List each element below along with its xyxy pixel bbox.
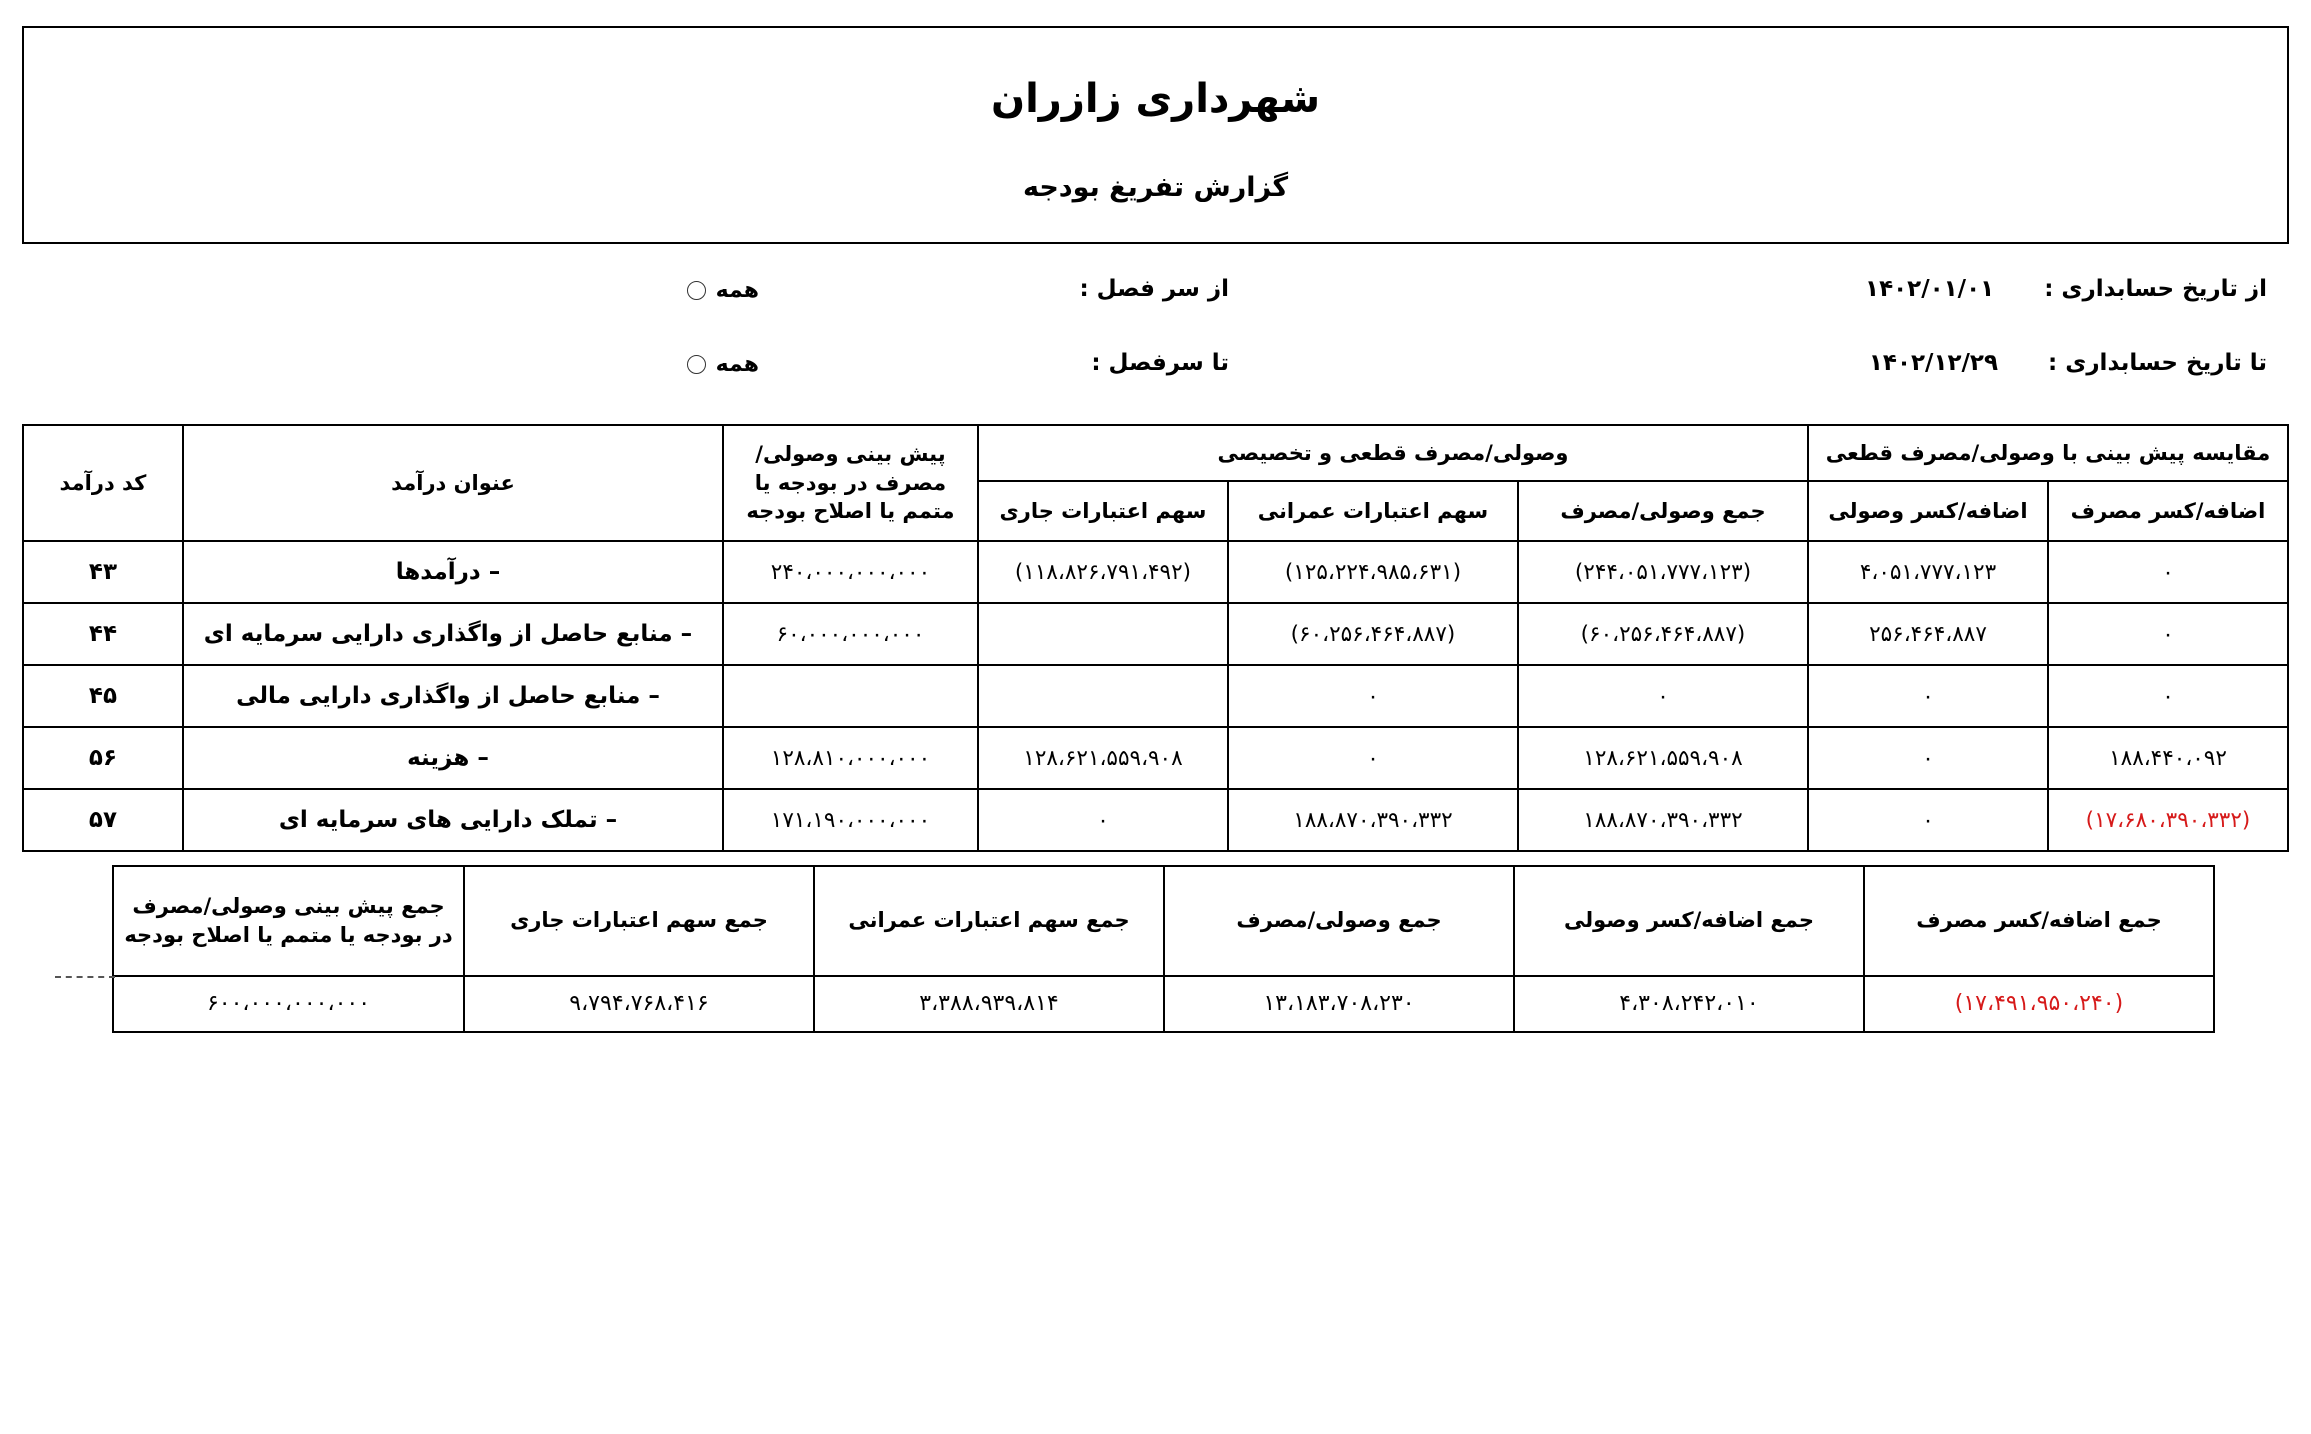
table-row bbox=[23, 603, 2288, 665]
table-row bbox=[23, 727, 2288, 789]
summary-cell-total-extra-collect: ۴،۳۰۸،۲۴۲،۰۱۰ bbox=[1514, 976, 1864, 1032]
group-header-compare: مقایسه پیش بینی با وصولی/مصرف قطعی bbox=[1808, 425, 2288, 481]
summary-cell-total-capital-share: ۳،۳۸۸،۹۳۹،۸۱۴ bbox=[814, 976, 1164, 1032]
to-chapter-row bbox=[1091, 350, 1229, 376]
cell-extra-collect: ۲۵۶،۴۶۴،۸۸۷ bbox=[1808, 603, 2048, 665]
group-header-actual: وصولی/مصرف قطعی و تخصیصی bbox=[978, 425, 1808, 481]
cell-income-code: ۴۳ bbox=[23, 541, 183, 603]
to-accounting-date-value: ۱۴۰۲/۱۲/۲۹ bbox=[1868, 350, 1998, 376]
cell-extra-consume: (۱۷،۶۸۰،۳۹۰،۳۳۲) bbox=[2048, 789, 2288, 851]
from-accounting-date-value: ۱۴۰۲/۰۱/۰۱ bbox=[1865, 276, 1995, 302]
to-accounting-date-label: تا تاریخ حسابداری : bbox=[2048, 350, 2267, 376]
table-group-header-row bbox=[23, 425, 2288, 481]
page-break-dash bbox=[55, 976, 115, 978]
cell-income-title: – هزینه bbox=[183, 727, 723, 789]
filters-area bbox=[22, 268, 2289, 388]
cell-capital-share: (۱۲۵،۲۲۴،۹۸۵،۶۳۱) bbox=[1228, 541, 1518, 603]
cell-income-code: ۵۷ bbox=[23, 789, 183, 851]
from-chapter-radio-label: همه bbox=[715, 278, 759, 303]
cell-forecast bbox=[723, 665, 978, 727]
column-header-extra-consume: اضافه/کسر مصرف bbox=[2048, 481, 2288, 541]
cell-extra-consume: ۰ bbox=[2048, 665, 2288, 727]
summary-cell-total-extra-consume: (۱۷،۴۹۱،۹۵۰،۲۴۰) bbox=[1864, 976, 2214, 1032]
from-chapter-radio-group[interactable] bbox=[687, 278, 759, 303]
cell-capital-share: ۰ bbox=[1228, 727, 1518, 789]
cell-capital-share: ۰ bbox=[1228, 665, 1518, 727]
column-header-forecast: پیش بینی وصولی/مصرف در بودجه یا متمم یا اصلاح بودجه bbox=[723, 425, 978, 541]
cell-current-share: ۰ bbox=[978, 789, 1228, 851]
summary-values-row bbox=[113, 976, 2214, 1032]
cell-capital-share: ۱۸۸،۸۷۰،۳۹۰،۳۳۲ bbox=[1228, 789, 1518, 851]
cell-forecast: ۱۲۸،۸۱۰،۰۰۰،۰۰۰ bbox=[723, 727, 978, 789]
table-row bbox=[23, 789, 2288, 851]
from-accounting-date-label: از تاریخ حسابداری : bbox=[2044, 276, 2267, 302]
cell-income-title: – منابع حاصل از واگذاری دارایی سرمایه ای bbox=[183, 603, 723, 665]
from-chapter-label: از سر فصل : bbox=[1079, 276, 1229, 302]
cell-current-share bbox=[978, 603, 1228, 665]
to-chapter-radio-group[interactable] bbox=[687, 352, 759, 377]
radio-button-icon[interactable] bbox=[687, 281, 706, 300]
summary-header-total-forecast: جمع پیش بینی وصولی/مصرف در بودجه یا متمم یا اصلاح بودجه bbox=[113, 866, 464, 976]
summary-header-total-extra-consume: جمع اضافه/کسر مصرف bbox=[1864, 866, 2214, 976]
budget-summary-table bbox=[112, 865, 2215, 1033]
cell-total: ۱۲۸،۶۲۱،۵۵۹،۹۰۸ bbox=[1518, 727, 1808, 789]
cell-extra-consume: ۰ bbox=[2048, 603, 2288, 665]
cell-extra-collect: ۰ bbox=[1808, 789, 2048, 851]
cell-income-code: ۵۶ bbox=[23, 727, 183, 789]
summary-cell-total-current-share: ۹،۷۹۴،۷۶۸،۴۱۶ bbox=[464, 976, 814, 1032]
cell-extra-collect: ۴،۰۵۱،۷۷۷،۱۲۳ bbox=[1808, 541, 2048, 603]
cell-current-share: (۱۱۸،۸۲۶،۷۹۱،۴۹۲) bbox=[978, 541, 1228, 603]
summary-header-total-extra-collect: جمع اضافه/کسر وصولی bbox=[1514, 866, 1864, 976]
cell-total: ۱۸۸،۸۷۰،۳۹۰،۳۳۲ bbox=[1518, 789, 1808, 851]
cell-forecast: ۲۴۰،۰۰۰،۰۰۰،۰۰۰ bbox=[723, 541, 978, 603]
summary-header-total-capital-share: جمع سهم اعتبارات عمرانی bbox=[814, 866, 1164, 976]
cell-capital-share: (۶۰،۲۵۶،۴۶۴،۸۸۷) bbox=[1228, 603, 1518, 665]
cell-forecast: ۶۰،۰۰۰،۰۰۰،۰۰۰ bbox=[723, 603, 978, 665]
cell-income-code: ۴۴ bbox=[23, 603, 183, 665]
column-header-total-collect-consume: جمع وصولی/مصرف bbox=[1518, 481, 1808, 541]
column-header-income-title: عنوان درآمد bbox=[183, 425, 723, 541]
report-subtitle: گزارش تفریغ بودجه bbox=[1022, 172, 1289, 203]
cell-forecast: ۱۷۱،۱۹۰،۰۰۰،۰۰۰ bbox=[723, 789, 978, 851]
summary-header-row bbox=[113, 866, 2214, 976]
to-accounting-date-block bbox=[1869, 350, 2267, 376]
summary-header-total-collect-consume: جمع وصولی/مصرف bbox=[1164, 866, 1514, 976]
column-header-capital-share: سهم اعتبارات عمرانی bbox=[1228, 481, 1518, 541]
cell-income-title: – تملک دارایی های سرمایه ای bbox=[183, 789, 723, 851]
table-row bbox=[23, 541, 2288, 603]
page-title: شهرداری زازران bbox=[990, 76, 1321, 122]
column-header-extra-collect: اضافه/کسر وصولی bbox=[1808, 481, 2048, 541]
cell-current-share: ۱۲۸،۶۲۱،۵۵۹،۹۰۸ bbox=[978, 727, 1228, 789]
cell-income-title: – درآمدها bbox=[183, 541, 723, 603]
column-header-income-code: کد درآمد bbox=[23, 425, 183, 541]
to-chapter-radio-label: همه bbox=[715, 352, 759, 377]
summary-header-total-current-share: جمع سهم اعتبارات جاری bbox=[464, 866, 814, 976]
cell-current-share bbox=[978, 665, 1228, 727]
summary-cell-total-forecast: ۶۰۰،۰۰۰،۰۰۰،۰۰۰ bbox=[113, 976, 464, 1032]
cell-income-code: ۴۵ bbox=[23, 665, 183, 727]
budget-detail-table bbox=[22, 424, 2289, 852]
table-row bbox=[23, 665, 2288, 727]
cell-extra-consume: ۱۸۸،۴۴۰،۰۹۲ bbox=[2048, 727, 2288, 789]
summary-cell-total-collect-consume: ۱۳،۱۸۳،۷۰۸،۲۳۰ bbox=[1164, 976, 1514, 1032]
cell-extra-collect: ۰ bbox=[1808, 727, 2048, 789]
cell-income-title: – منابع حاصل از واگذاری دارایی مالی bbox=[183, 665, 723, 727]
column-header-current-share: سهم اعتبارات جاری bbox=[978, 481, 1228, 541]
cell-total: (۲۴۴،۰۵۱،۷۷۷،۱۲۳) bbox=[1518, 541, 1808, 603]
cell-extra-consume: ۰ bbox=[2048, 541, 2288, 603]
cell-extra-collect: ۰ bbox=[1808, 665, 2048, 727]
report-header-box bbox=[22, 26, 2289, 244]
cell-total: ۰ bbox=[1518, 665, 1808, 727]
from-chapter-row bbox=[1079, 276, 1229, 302]
radio-button-icon[interactable] bbox=[687, 355, 706, 374]
from-accounting-date-block bbox=[1865, 276, 2267, 302]
cell-total: (۶۰،۲۵۶،۴۶۴،۸۸۷) bbox=[1518, 603, 1808, 665]
to-chapter-label: تا سرفصل : bbox=[1091, 350, 1229, 376]
